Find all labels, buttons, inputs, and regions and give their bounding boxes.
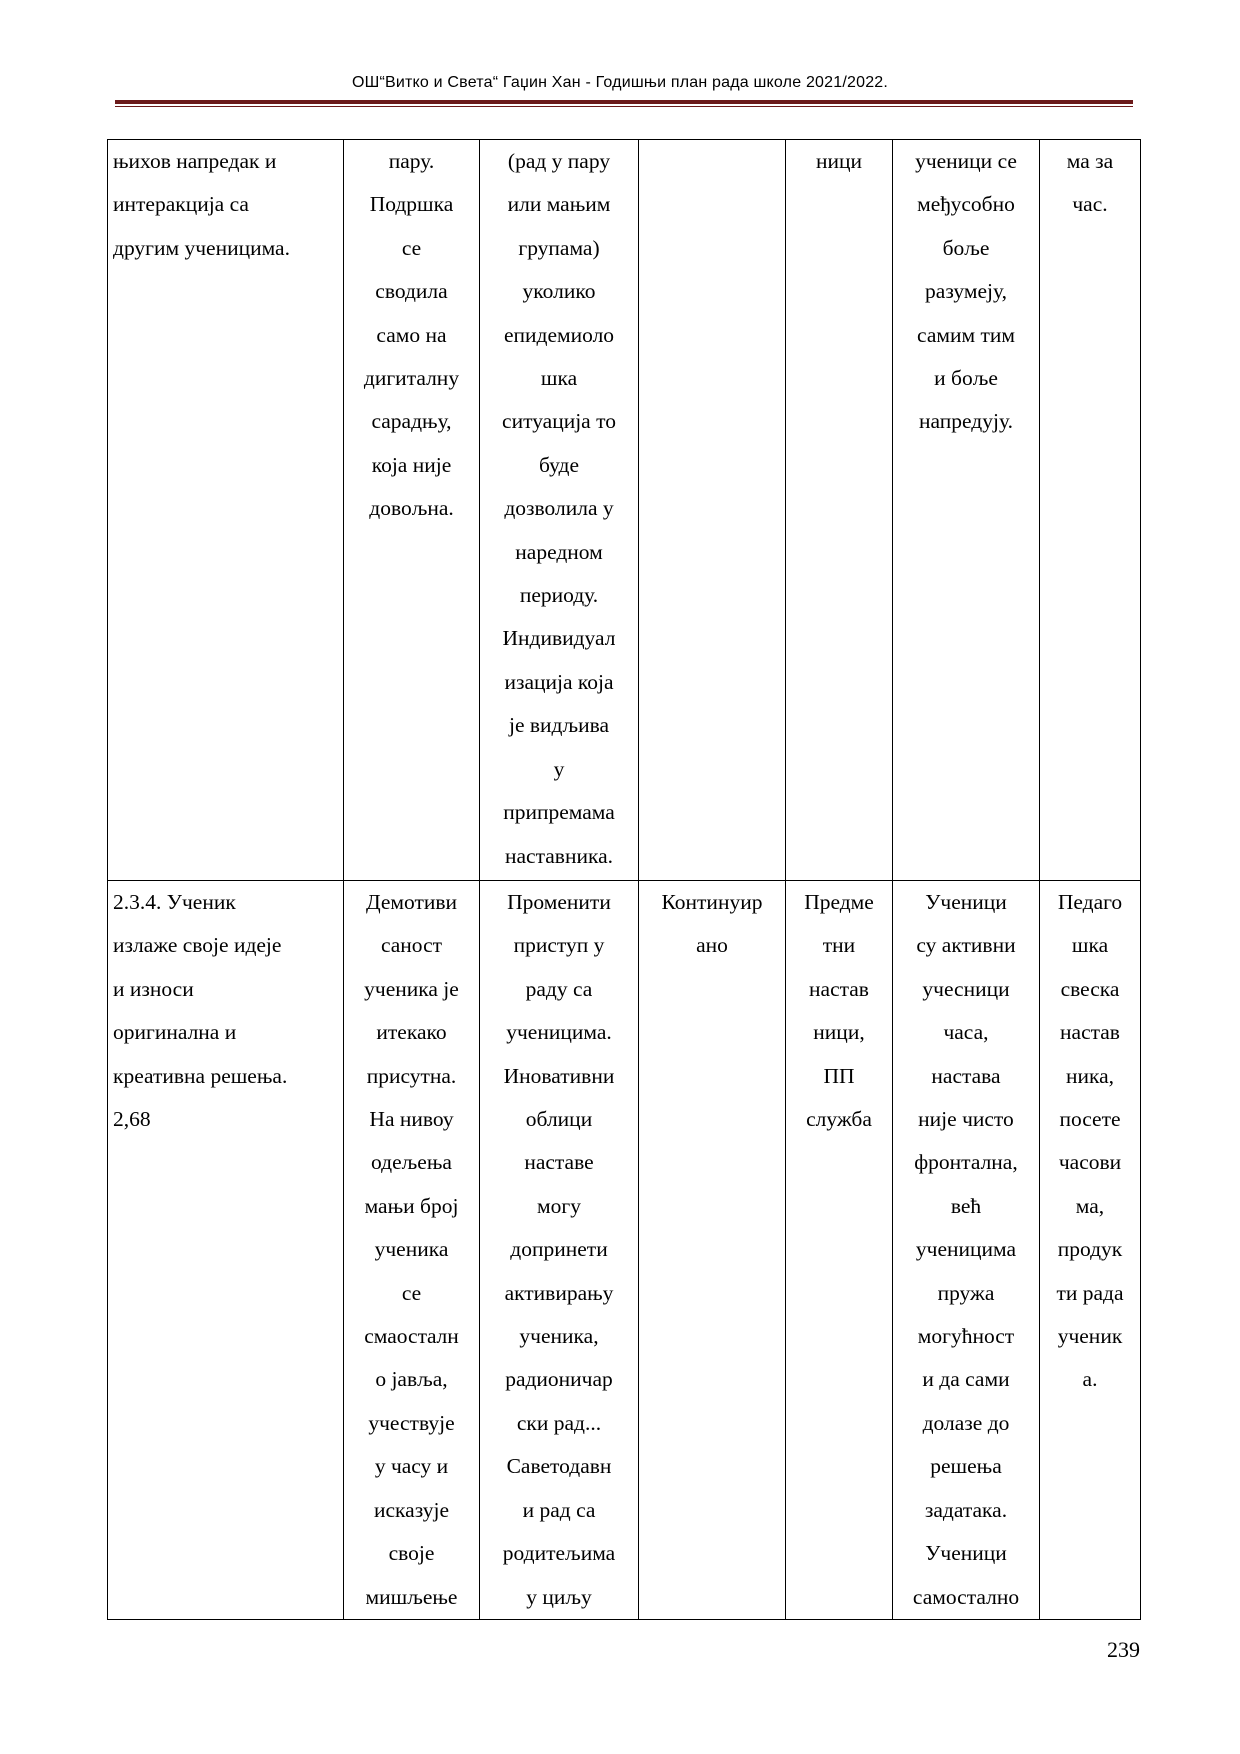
page-number: 239: [1107, 1637, 1140, 1662]
header-rule-thin: [115, 106, 1133, 107]
table-cell: Предме тни настав ници, ПП служба: [786, 881, 893, 1620]
table-cell: Демотиви саност ученика је итекако присутна. На нивоу одељења мањи број ученика се смаостaлн о јавља, учествује у часу и исказује своје мишљење: [344, 881, 480, 1620]
table-cell: ма за час.: [1040, 140, 1141, 881]
table-cell: 2.3.4. Ученик излаже своје идеје и износи оригинална и креативна решења. 2,68: [108, 881, 344, 1620]
table-cell: ници: [786, 140, 893, 881]
table-cell: ученици се међусобно боље разумеју, самим тим и боље напредују.: [893, 140, 1040, 881]
table-row: [108, 140, 1141, 881]
action-plan-table: [107, 139, 1141, 1620]
table-cell: Ученици су активни учесници часа, настава није чисто фронтална, већ ученицима пружа могућност и да сами долазе до решења задатака. Ученици самостално: [893, 881, 1040, 1620]
table-cell: (рад у пару или мањим групама) уколико епидемиоло шка ситуација то буде дозволила у наредном периоду. Индивидуал изација која је видљива у припремама наставника.: [480, 140, 639, 881]
table-cell: Променити приступ у раду са ученицима. Иновативни облици наставе могу допринети активирању ученика, радионичар ски рад... Саветодавн и рад са родитељима у циљу: [480, 881, 639, 1620]
table-row: [108, 881, 1141, 1620]
table-cell: Педаго шка свеска настав ника, посете часови ма, продук ти рада ученик а.: [1040, 881, 1141, 1620]
table-cell: пару. Подршка се сводила само на дигиталну сарадњу, која није довољна.: [344, 140, 480, 881]
running-header: ОШ“Витко и Света“ Гаџин Хан - Годишњи план рада школе 2021/2022.: [351, 74, 889, 91]
table-cell: њихов напредак и интеракција са другим ученицима.: [108, 140, 344, 881]
header-rule-thick: [115, 100, 1133, 104]
table-cell: [639, 140, 786, 881]
table-cell: Континуир ано: [639, 881, 786, 1620]
